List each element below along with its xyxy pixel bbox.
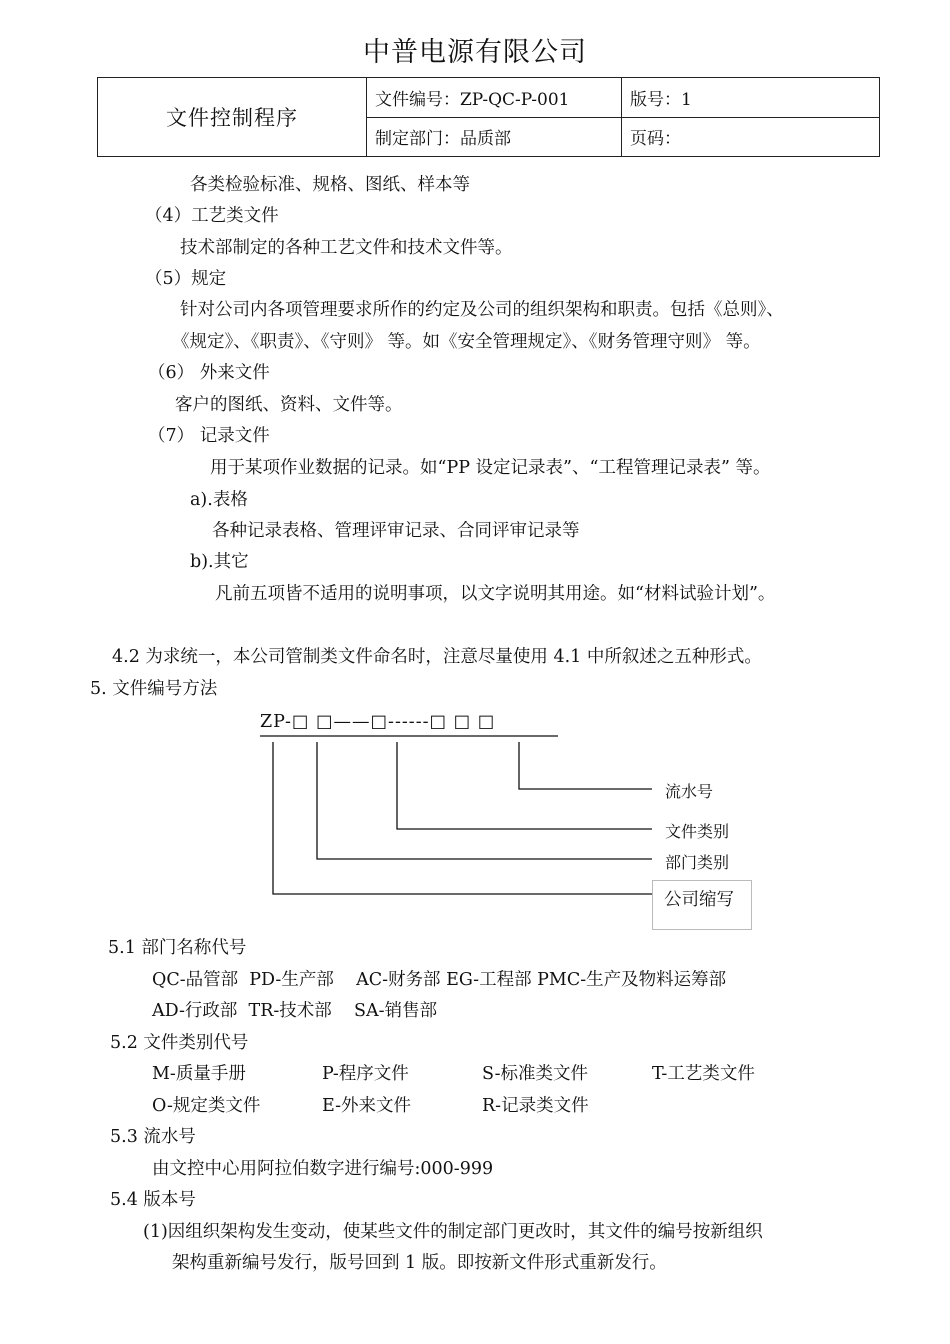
doc-type-code: S-标准类文件 xyxy=(482,1064,589,1084)
item-7-text: 用于某项作业数据的记录。如“PP 设定记录表”、“工程管理记录表” 等。 xyxy=(210,458,771,478)
item-5-text-1: 针对公司内各项管理要求所作的约定及公司的组织架构和职责。包括《总则》、 xyxy=(180,300,784,320)
section-5-1-title: 5.1 部门名称代号 xyxy=(108,938,247,958)
doc-title: 文件控制程序 xyxy=(98,78,367,157)
item-7a-title: a).表格 xyxy=(190,490,248,510)
section-5-2-title: 5.2 文件类别代号 xyxy=(110,1033,249,1053)
doc-page: 页码： xyxy=(622,117,880,157)
doc-number: 文件编号：ZP-QC-P-001 xyxy=(367,78,622,118)
item-7-title: （7） 记录文件 xyxy=(148,426,270,446)
item-5-title: （5）规定 xyxy=(145,269,227,289)
doc-type-code: T-工艺类文件 xyxy=(652,1064,755,1084)
department-codes-row-1: QC-品管部 PD-生产部 AC-财务部 EG-工程部 PMC-生产及物料运筹部 xyxy=(152,970,727,990)
label-document-type: 文件类别 xyxy=(665,822,730,841)
item-7b-title: b).其它 xyxy=(190,552,249,572)
doc-department: 制定部门：品质部 xyxy=(367,117,622,157)
label-serial-number: 流水号 xyxy=(665,782,714,801)
item-7b-text: 凡前五项皆不适用的说明事项，以文字说明其用途。如“材料试验计划”。 xyxy=(215,584,776,604)
section-5-4-text-2: 架构重新编号发行，版号回到 1 版。即按新文件形式重新发行。 xyxy=(172,1253,667,1273)
section-5-3-text: 由文控中心用阿拉伯数字进行编号:000-999 xyxy=(152,1159,494,1179)
item-4-title: （4）工艺类文件 xyxy=(145,206,279,226)
item-6-title: （6） 外来文件 xyxy=(148,363,270,383)
doc-version: 版号：1 xyxy=(622,78,880,118)
item-7a-text: 各种记录表格、管理评审记录、合同评审记录等 xyxy=(212,521,580,541)
doc-type-code: M-质量手册 xyxy=(152,1064,246,1084)
body-line: 各类检验标准、规格、图纸、样本等 xyxy=(190,175,470,195)
doc-type-code: O-规定类文件 xyxy=(152,1096,261,1116)
company-name: 中普电源有限公司 xyxy=(363,37,587,68)
section-5-4-text-1: (1)因组织架构发生变动，使某些文件的制定部门更改时，其文件的编号按新组织 xyxy=(143,1222,763,1242)
label-company-abbreviation: 公司缩写 xyxy=(664,890,734,910)
code-pattern: ZP-□ □——□------□ □ □ xyxy=(260,712,496,732)
item-5-text-2: 《规定》、《职责》、《守则》 等。如《安全管理规定》、《财务管理守则》 等。 xyxy=(172,332,761,352)
item-4-text: 技术部制定的各种工艺文件和技术文件等。 xyxy=(180,238,513,258)
section-5-3-title: 5.3 流水号 xyxy=(110,1127,196,1147)
department-codes-row-2: AD-行政部 TR-技术部 SA-销售部 xyxy=(152,1001,438,1021)
section-4-2: 4.2 为求统一，本公司管制类文件命名时，注意尽量使用 4.1 中所叙述之五种形式。 xyxy=(112,647,762,667)
section-5-title: 5. 文件编号方法 xyxy=(90,679,218,699)
section-5-4-title: 5.4 版本号 xyxy=(110,1190,196,1210)
doc-type-code: E-外来文件 xyxy=(322,1096,412,1116)
item-6-text: 客户的图纸、资料、文件等。 xyxy=(175,395,403,415)
doc-type-code: R-记录类文件 xyxy=(482,1096,589,1116)
doc-type-code: P-程序文件 xyxy=(322,1064,409,1084)
label-department-type: 部门类别 xyxy=(665,853,730,872)
